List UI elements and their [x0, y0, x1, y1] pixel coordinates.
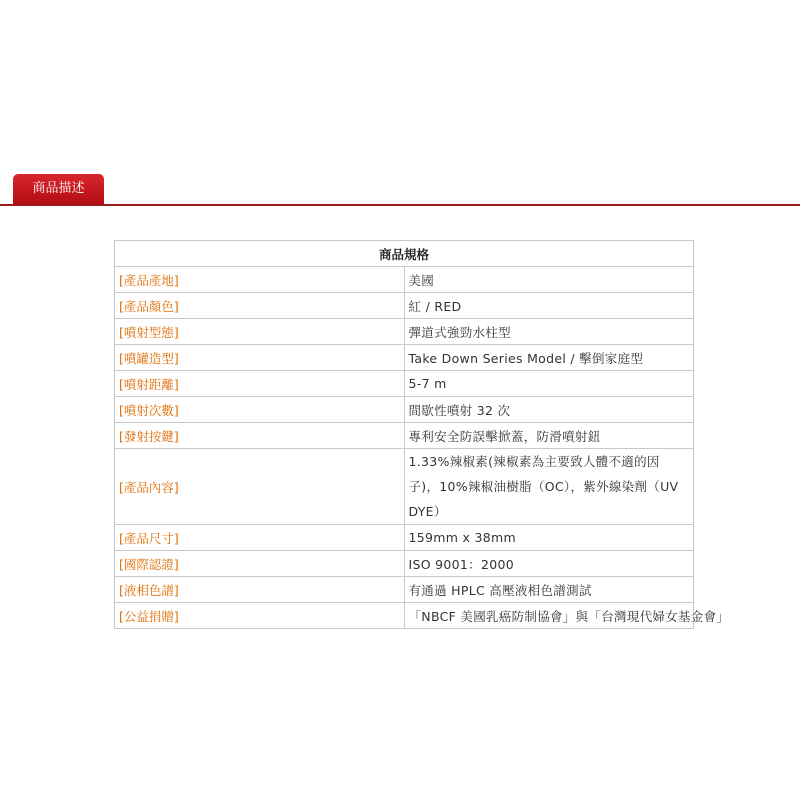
- spec-value: Take Down Series Model / 擊倒家庭型: [404, 345, 694, 371]
- tab-underline: [0, 204, 800, 206]
- table-row: [115, 525, 694, 551]
- spec-label: [產品內容]: [115, 449, 405, 525]
- spec-value: 彈道式強勁水柱型: [404, 319, 694, 345]
- spec-label: [噴射型態]: [115, 319, 405, 345]
- table-row: [115, 345, 694, 371]
- spec-value: 5-7 m: [404, 371, 694, 397]
- table-row: [115, 449, 694, 525]
- spec-value: 159mm x 38mm: [404, 525, 694, 551]
- spec-label: [產品尺寸]: [115, 525, 405, 551]
- table-row: [115, 551, 694, 577]
- spec-label: [噴罐造型]: [115, 345, 405, 371]
- spec-value: 1.33%辣椒素(辣椒素為主要致人體不適的因子)，10%辣椒油樹脂（OC），紫外線染劑（UV DYE）: [404, 449, 694, 525]
- spec-label: [噴射次數]: [115, 397, 405, 423]
- spec-value: 紅 / RED: [404, 293, 694, 319]
- spec-value: 「NBCF 美國乳癌防制協會」與「台灣現代婦女基金會」: [404, 603, 694, 629]
- spec-value: 間歇性噴射 32 次: [404, 397, 694, 423]
- table-row: [115, 577, 694, 603]
- table-row: [115, 371, 694, 397]
- tab-product-description[interactable]: 商品描述: [13, 174, 104, 204]
- spec-table: [114, 240, 730, 629]
- table-row: [115, 319, 694, 345]
- spec-table-title: 商品規格: [115, 241, 694, 267]
- table-row: [115, 397, 694, 423]
- spec-label: [國際認證]: [115, 551, 405, 577]
- spec-label: [產品顏色]: [115, 293, 405, 319]
- table-row: [115, 423, 694, 449]
- table-row: [115, 603, 694, 629]
- tab-bar: [0, 174, 800, 206]
- spec-label: [產品產地]: [115, 267, 405, 293]
- spec-label: [噴射距離]: [115, 371, 405, 397]
- spec-value: 專利安全防誤擊掀蓋，防滑噴射鈕: [404, 423, 694, 449]
- spec-label: [發射按鍵]: [115, 423, 405, 449]
- spec-value: ISO 9001：2000: [404, 551, 694, 577]
- table-row: [115, 293, 694, 319]
- spec-label: [液相色譜]: [115, 577, 405, 603]
- spec-label: [公益捐贈]: [115, 603, 405, 629]
- table-row: [115, 267, 694, 293]
- spec-value: 美國: [404, 267, 694, 293]
- spec-table-header-row: [115, 241, 694, 267]
- spec-value: 有通過 HPLC 高壓液相色譜測試: [404, 577, 694, 603]
